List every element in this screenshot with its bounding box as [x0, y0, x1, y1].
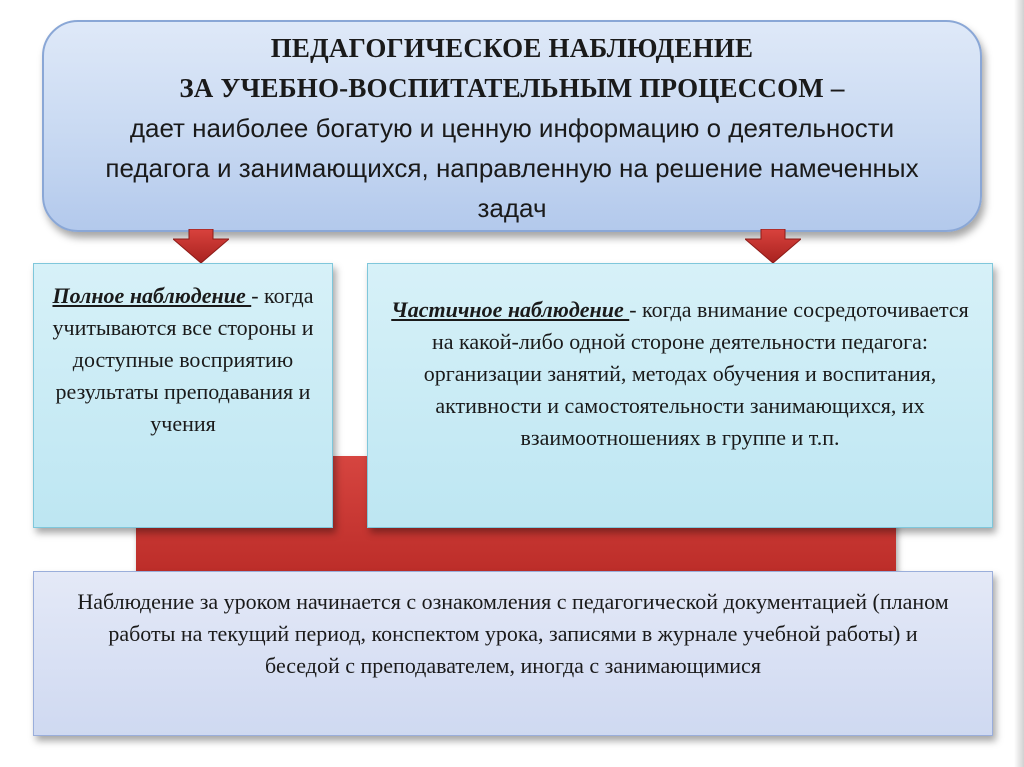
title-description: дает наиболее богатую и ценную информацию о деятельности педагога и занимающихся, направленную на решение намеченных задач: [105, 113, 919, 223]
down-arrow-right-icon: [745, 229, 801, 263]
full-observation-term: Полное наблюдение: [52, 283, 252, 308]
partial-observation-box: [367, 263, 993, 528]
partial-observation-text: - когда внимание сосредоточивается на какой-либо одной стороне деятельности педагога: организации занятий, методах обучения и воспитания, активности и самостоятельности занимающихся, их взаимоотношениях в группе и т.п.: [423, 297, 969, 450]
full-observation-box: [33, 263, 333, 528]
lesson-observation-box: [33, 571, 993, 736]
title-line-1: ПЕДАГОГИЧЕСКОЕ НАБЛЮДЕНИЕ: [270, 33, 754, 63]
full-observation-text: - когда учитываются все стороны и доступные восприятию результаты преподавания и учения: [52, 283, 314, 436]
lesson-observation-text: Наблюдение за уроком начинается с ознакомления с педагогической документацией (планом работы на текущий период, конспектом урока, записями в журнале учебной работы) и беседой с преподавателем, иногда с занимающимися: [77, 589, 949, 678]
title-line-2: ЗА УЧЕБНО-ВОСПИТАТЕЛЬНЫМ ПРОЦЕССОМ –: [179, 73, 845, 103]
down-arrow-left-icon: [173, 229, 229, 263]
partial-observation-term: Частичное наблюдение: [391, 297, 630, 322]
page-edge-shadow: [1014, 0, 1024, 767]
title-box: [42, 20, 982, 232]
